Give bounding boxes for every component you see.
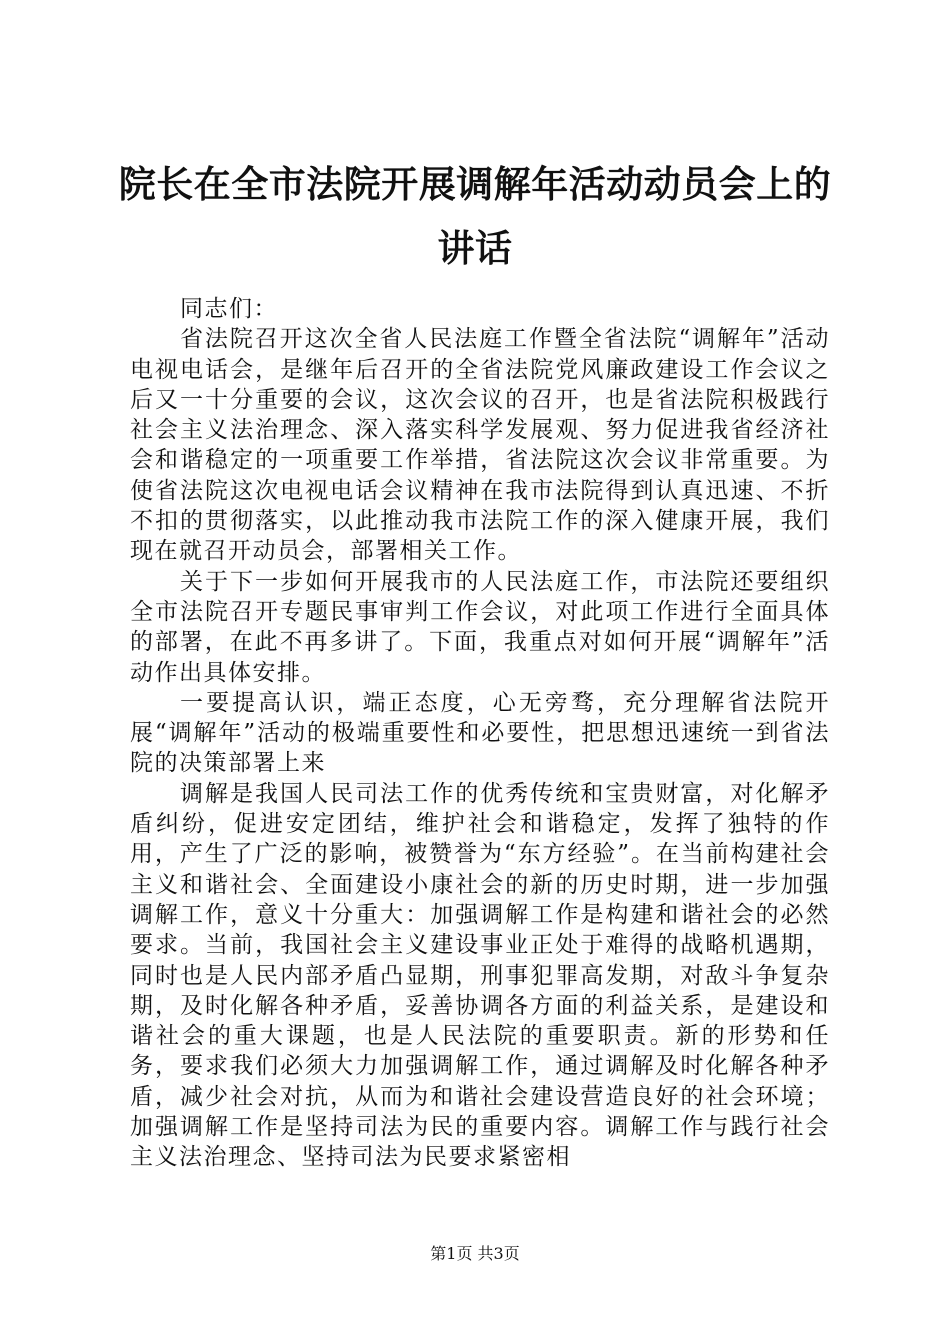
- paragraph-2: 关于下一步如何开展我市的人民法庭工作，市法院还要组织全市法院召开专题民事审判工作会议，对此项工作进行全面具体的部署，在此不再多讲了。下面，我重点对如何开展“调解年”活动作出具体安排。: [130, 568, 830, 686]
- paragraph-3: 一要提高认识，端正态度，心无旁骛，充分理解省法院开展“调解年”活动的极端重要性和必要性，把思想迅速统一到省法院的决策部署上来: [130, 689, 830, 777]
- paragraph-1: 省法院召开这次全省人民法庭工作暨全省法院“调解年”活动电视电话会，是继年后召开的全省法院党风廉政建设工作会议之后又一十分重要的会议，这次会议的召开，也是省法院积极践行社会主义法治理念、深入落实科学发展观、努力促进我省经济社会和谐稳定的一项重要工作举措，省法院这次会议非常重要。为使省法院这次电视电话会议精神在我市法院得到认真迅速、不折不扣的贯彻落实，以此推动我市法院工作的深入健康开展，我们现在就召开动员会，部署相关工作。: [130, 326, 830, 565]
- document-body: [130, 294, 830, 1173]
- document-title: 院长在全市法院开展调解年活动动员会上的讲话: [118, 162, 832, 270]
- paragraph-4: 调解是我国人民司法工作的优秀传统和宝贵财富，对化解矛盾纠纷，促进安定团结，维护社会和谐稳定，发挥了独特的作用，产生了广泛的影响，被赞誉为“东方经验”。在当前构建社会主义和谐社会、全面建设小康社会的新的历史时期，进一步加强调解工作，意义十分重大：加强调解工作是构建和谐社会的必然要求。当前，我国社会主义建设事业正处于难得的战略机遇期，同时也是人民内部矛盾凸显期，刑事犯罪高发期，对敌斗争复杂期，及时化解各种矛盾，妥善协调各方面的利益关系，是建设和谐社会的重大课题，也是人民法院的重要职责。新的形势和任务，要求我们必须大力加强调解工作，通过调解及时化解各种矛盾，减少社会对抗，从而为和谐社会建设营造良好的社会环境；加强调解工作是坚持司法为民的重要内容。调解工作与践行社会主义法治理念、坚持司法为民要求紧密相: [130, 780, 830, 1171]
- page-footer: 第1页 共3页: [430, 1244, 520, 1263]
- salutation: 同志们：: [180, 296, 278, 322]
